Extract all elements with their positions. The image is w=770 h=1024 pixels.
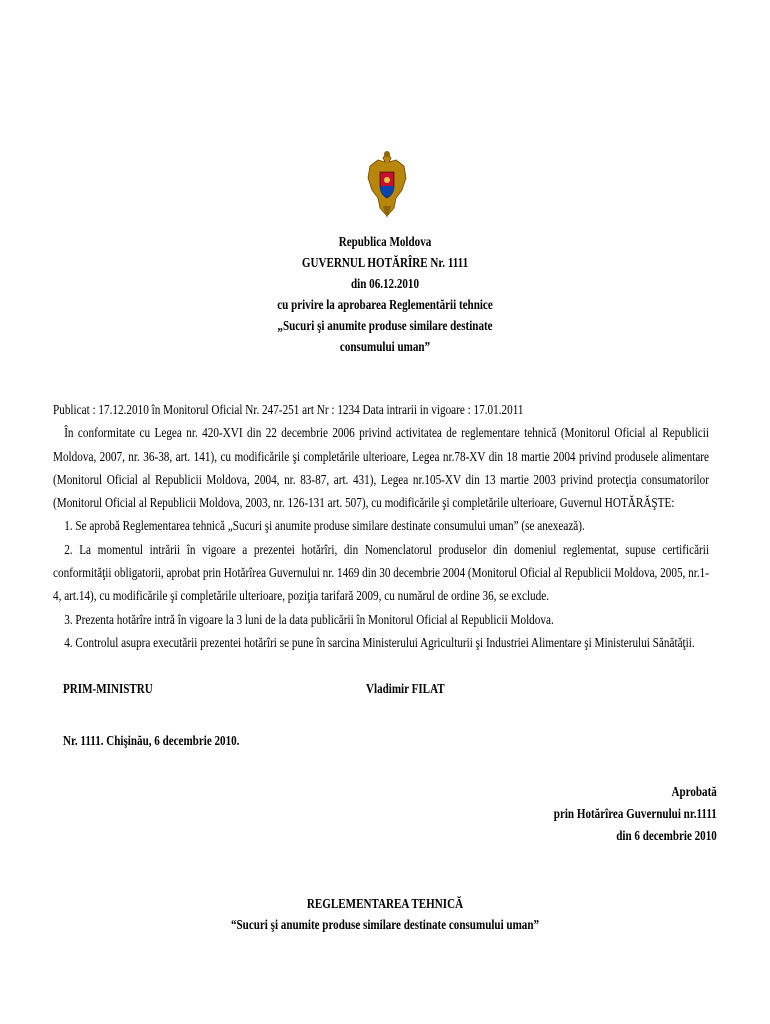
approval-line3: din 6 decembrie 2010 [616, 828, 717, 843]
header-country: Republica Moldova [338, 234, 432, 249]
approval-line1: Aprobată [671, 784, 717, 799]
header-subject-line3: consumului uman” [339, 339, 431, 354]
approval-block [554, 781, 717, 847]
decision-number-footer: Nr. 1111. Chişinău, 6 decembrie 2010. [63, 733, 240, 748]
header-date: din 06.12.2010 [351, 276, 419, 291]
header-decision-number: GUVERNUL HOTĂRÎRE Nr. 1111 [301, 255, 469, 270]
article-4: 4. Controlul asupra executării prezentei hotărîri se pune în sarcina Ministerului Agriculturii şi Industriei Alimentare şi Ministerului Sănătăţii. [64, 635, 695, 651]
regulation-title-block [69, 893, 700, 935]
regulation-title: REGLEMENTAREA TEHNICĂ [306, 896, 464, 911]
document-body [53, 399, 709, 655]
preamble-paragraph: În conformitate cu Legea nr. 420-XVI din 22 decembrie 2006 privind activitatea de reglementare tehnică (Monitorul Oficial al Republicii Moldova, 2007, nr. 36-38, art. 141), cu modificările şi completările ulterioare, Legea nr.78-XV din 18 martie 2004 privind produsele alimentare (Monitorul Oficial al Republicii Moldova, 2004, nr. 83-87, art. 431), Legea nr.105-XV din 13 martie 2003 privind protecţia consumatorilor (Monitorul Oficial al Republicii Moldova, 2003, nr. 126-131 art. 507), cu modificările şi completările ulterioare, Guvernul HOTĂRĂŞTE: [53, 426, 709, 512]
header-subject-line2: „Sucuri şi anumite produse similare destinate [277, 318, 493, 333]
header-subject-line1: cu privire la aprobarea Reglementării tehnice [277, 297, 493, 312]
signature-role: PRIM-MINISTRU [63, 681, 153, 696]
article-3: 3. Prezenta hotărîre intră în vigoare la 3 luni de la data publicării în Monitorul Oficial al Republicii Moldova. [64, 612, 554, 628]
article-1: 1. Se aprobă Reglementarea tehnică „Sucuri şi anumite produse similare destinate consumului uman” (se anexează). [64, 519, 585, 535]
signature-name: Vladimir FILAT [366, 681, 445, 696]
document-header [69, 231, 700, 357]
regulation-subtitle: “Sucuri şi anumite produse similare destinate consumului uman” [230, 917, 540, 932]
coat-of-arms-icon [366, 148, 408, 220]
article-2: 2. La momentul intrării în vigoare a prezentei hotărîri, din Nomenclatorul produselor din domeniul reglementat, supuse certificării conformităţii obligatorii, aprobat prin Hotărîrea Guvernului nr. 1469 din 30 decembrie 2004 (Monitorul Oficial al Republicii Moldova, 2005, nr.1-4, art.14), cu modificările şi completările ulterioare, poziţia tarifară 2009, cu numărul de ordine 36, se exclude. [53, 542, 709, 605]
publication-info: Publicat : 17.12.2010 în Monitorul Oficial Nr. 247-251 art Nr : 1234 Data intrarii in vigoare : 17.01.2011 [53, 403, 524, 418]
approval-line2: prin Hotărîrea Guvernului nr.1111 [553, 806, 717, 821]
